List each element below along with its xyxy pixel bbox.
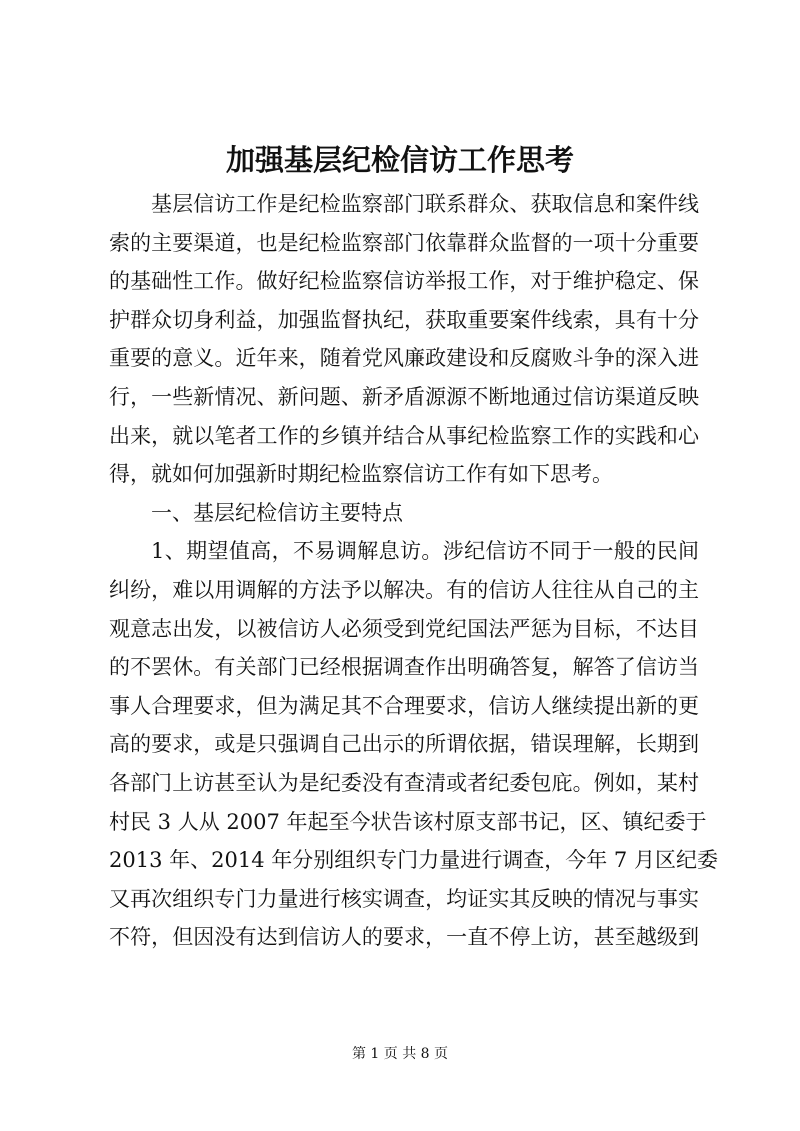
paragraph-line: 事人合理要求，但为满足其不合理要求，信访人继续提出新的更: [109, 693, 699, 718]
paragraph-line: 的不罢休。有关部门已经根据调查作出明确答复，解答了信访当: [109, 655, 699, 680]
paragraph-line: 不符，但因没有达到信访人的要求，一直不停上访，甚至越级到: [109, 925, 699, 950]
section-heading: 一、基层纪检信访主要特点: [151, 500, 403, 525]
paragraph-line: 观意志出发，以被信访人必须受到党纪国法严惩为目标，不达目: [109, 616, 699, 641]
paragraph-line: 出来，就以笔者工作的乡镇并结合从事纪检监察工作的实践和心: [109, 423, 699, 448]
paragraph-line: 2013 年、2014 年分别组织专门力量进行调查，今年 7 月区纪委: [109, 848, 718, 873]
paragraph-line: 高的要求，或是只强调自己出示的所谓依据，错误理解，长期到: [109, 732, 699, 757]
page-footer: 第 1 页 共 8 页: [351, 1046, 449, 1062]
paragraph-line: 又再次组织专门力量进行核实调查，均证实其反映的情况与事实: [109, 886, 699, 911]
document-body: [109, 185, 718, 957]
paragraph-line: 重要的意义。近年来，随着党风廉政建设和反腐败斗争的深入进: [109, 346, 699, 371]
paragraph-line: 各部门上访甚至认为是纪委没有查清或者纪委包庇。例如，某村: [109, 770, 699, 795]
paragraph-line: 基层信访工作是纪检监察部门联系群众、获取信息和案件线: [151, 192, 699, 216]
paragraph-line: 得，就如何加强新时期纪检监察信访工作有如下思考。: [109, 462, 613, 487]
paragraph-line: 村民 3 人从 2007 年起至今状告该村原支部书记，区、镇纪委于: [109, 809, 707, 834]
paragraph-line: 索的主要渠道，也是纪检监察部门依靠群众监督的一项十分重要: [109, 230, 699, 255]
paragraph-line: 行，一些新情况、新问题、新矛盾源源不断地通过信访渠道反映: [109, 384, 699, 409]
document-title: 加强基层纪检信访工作思考: [225, 143, 574, 177]
paragraph-line: 的基础性工作。做好纪检监察信访举报工作，对于维护稳定、保: [109, 269, 699, 294]
paragraph-line: 纠纷，难以用调解的方法予以解决。有的信访人往往从自己的主: [109, 577, 699, 602]
paragraph-line: 1、期望值高，不易调解息访。涉纪信访不同于一般的民间: [151, 539, 699, 564]
paragraph-line: 护群众切身利益，加强监督执纪，获取重要案件线索，具有十分: [109, 307, 699, 332]
